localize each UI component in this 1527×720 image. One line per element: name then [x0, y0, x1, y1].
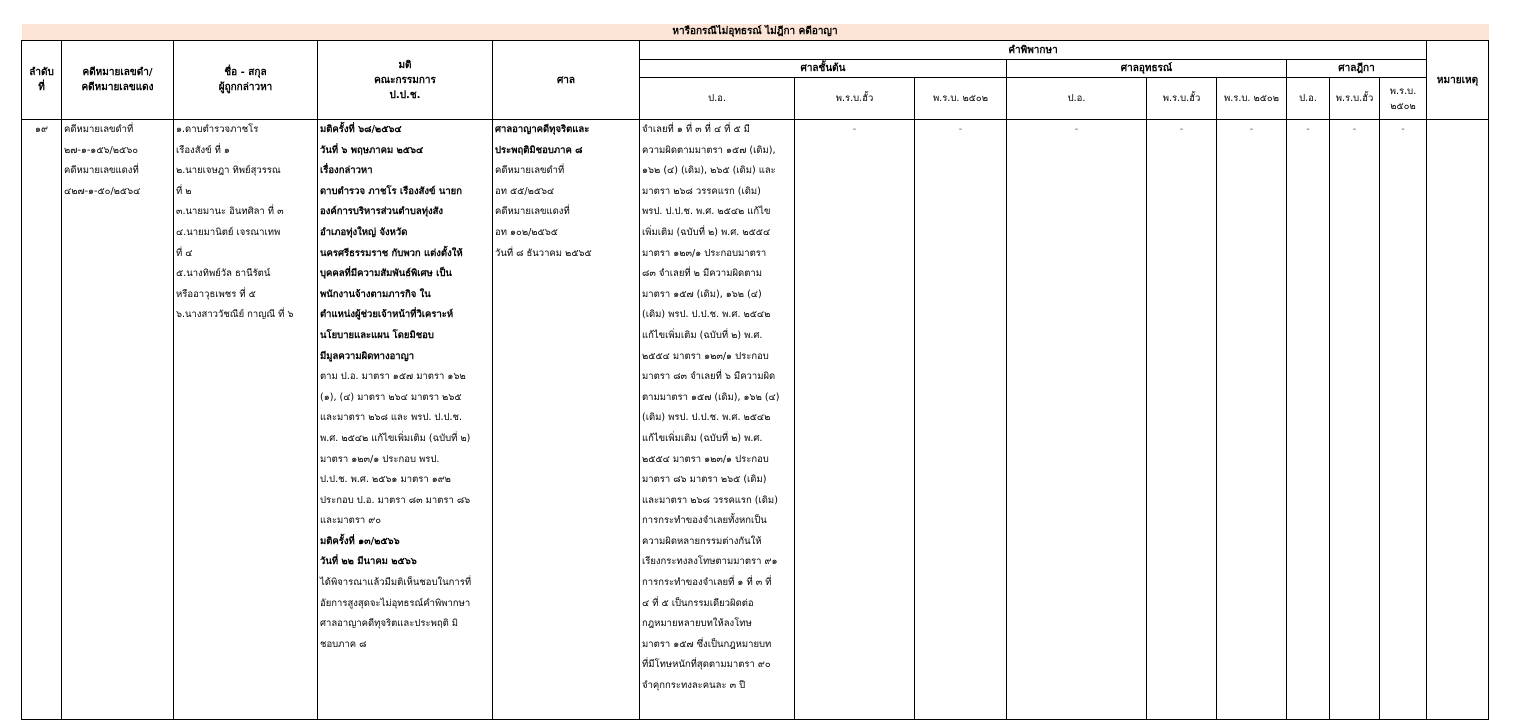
header-court: ศาล: [493, 41, 640, 120]
header-first-act2: พ.ร.บ. ๒๕๐๒: [915, 78, 1007, 120]
first-court-judgment-line: มาตรา ๑๕๗ (เดิม), ๑๖๒ (๔): [642, 288, 762, 300]
table-row: [22, 120, 1489, 720]
resolution-line: และมาตรา ๙๐: [320, 515, 382, 527]
row-appeal-penal: -: [1007, 120, 1147, 720]
header-names: [174, 41, 318, 120]
first-court-judgment-line: ๘๓ จำเลยที่ ๒ มีความผิดตาม: [642, 268, 762, 280]
header-supreme-act2-line1: พ.ร.บ.: [1389, 85, 1417, 97]
first-court-judgment-line: กฎหมายหลายบทให้ลงโทษ: [642, 618, 752, 630]
accused-name-line: ๖.นางสาววัชณีย์ กาญณี ที่ ๖: [176, 309, 294, 321]
accused-name-line: ๔.นายมานิตย์ เจรณาเทพ: [176, 226, 281, 238]
resolution-line: พนักงานจ้างตามภารกิจ ใน: [320, 288, 431, 300]
court-line: คดีหมายเลขแดงที่: [495, 206, 570, 218]
row-first-court-penal: [640, 120, 795, 720]
resolution-line: ตำแหน่งผู้ช่วยเจ้าหน้าที่วิเคราะห์: [320, 309, 454, 321]
row-names: [174, 120, 318, 720]
resolution-line: วันที่ ๒๒ มีนาคม ๒๕๖๖: [320, 556, 417, 568]
row-remark: [1427, 120, 1489, 720]
header-first-act1: พ.ร.บ.ฮั้ว: [795, 78, 915, 120]
case-table: [21, 24, 1489, 720]
resolution-line: มติครั้งที่ ๑๓/๒๕๖๖: [320, 535, 400, 547]
first-court-judgment-line: จำคุกกระทงละคนละ ๓ ปี: [642, 680, 746, 692]
resolution-line: อัยการสูงสุดจะไม่อุทธรณ์คำพิพากษา: [320, 597, 471, 609]
header-appeal-act2: พ.ร.บ. ๒๕๐๒: [1217, 78, 1287, 120]
row-supreme-act2: -: [1380, 120, 1427, 720]
first-court-judgment-line: ๒๕๕๔ มาตรา ๑๒๓/๑ ประกอบ: [642, 453, 769, 465]
resolution-line: นครศรีธรรมราช กับพวก แต่งตั้งให้: [320, 247, 463, 259]
first-court-judgment-line: ๒๕๕๔ มาตรา ๑๒๓/๑ ประกอบ: [642, 350, 769, 362]
row-no: ๑๙: [22, 120, 62, 720]
resolution-line: นโยบายและแผน โดยมิชอบ: [320, 329, 434, 341]
header-resolution-line1: มติ: [398, 59, 412, 71]
resolution-line: (๑), (๔) มาตรา ๒๖๔ มาตรา ๒๖๕: [320, 391, 462, 403]
resolution-line: พ.ศ. ๒๕๔๒ แก้ไขเพิ่มเติม (ฉบับที่ ๒): [320, 432, 471, 444]
first-court-judgment-line: และมาตรา ๒๖๘ วรรคแรก (เดิม): [642, 494, 778, 506]
header-no-line1: ลำดับ: [29, 67, 54, 78]
header-row-1: [22, 41, 1489, 60]
header-supreme-penal: ป.อ.: [1287, 78, 1330, 120]
first-court-judgment-line: เรียงกระทงลงโทษตามมาตรา ๙๑: [642, 556, 778, 568]
first-court-judgment-line: พรป. ป.ป.ช. พ.ศ. ๒๕๔๒ แก้ไข: [642, 206, 771, 218]
row-supreme-penal: -: [1287, 120, 1330, 720]
first-court-judgment-line: (เดิม) พรป. ป.ป.ช. พ.ศ. ๒๕๔๒: [642, 309, 771, 321]
resolution-line: ประกอบ ป.อ. มาตรา ๘๓ มาตรา ๘๖: [320, 494, 471, 506]
court-line: วันที่ ๘ ธันวาคม ๒๕๖๕: [495, 247, 592, 259]
case-no-line: คดีหมายเลขดำที่: [64, 124, 134, 135]
header-supreme-act2: [1380, 78, 1427, 120]
resolution-line: อำเภอทุ่งใหญ่ จังหวัด: [320, 226, 408, 238]
resolution-line: ศาลอาญาคดีทุจริตและประพฤติ มิ: [320, 618, 459, 630]
first-court-judgment-line: (เดิม) พรป. ป.ป.ช. พ.ศ. ๒๕๔๒: [642, 412, 771, 424]
header-names-line1: ชื่อ - สกุล: [224, 67, 267, 78]
resolution-line: ดาบตำรวจ ภาชโร เรืองสังข์ นายก: [320, 185, 462, 197]
first-court-judgment-line: การกระทำของจำเลยทั้งหกเป็น: [642, 515, 767, 527]
header-case-no-line1: คดีหมายเลขดำ/: [82, 67, 153, 78]
banner-row: [22, 24, 1489, 41]
header-supreme-act2-line2: ๒๕๐๒: [1390, 100, 1416, 112]
court-line: อท ๑๐๒/๒๕๖๕: [495, 226, 558, 238]
row-court: [493, 120, 640, 720]
accused-name-line: ที่ ๒: [176, 185, 192, 197]
row-first-court-act2: -: [915, 120, 1007, 720]
header-judgment: คำพิพากษา: [640, 41, 1427, 60]
header-appeal-penal: ป.อ.: [1007, 78, 1147, 120]
header-appeal-court: ศาลอุทธรณ์: [1007, 60, 1287, 78]
resolution-line: มาตรา ๑๒๓/๑ ประกอบ พรป.: [320, 453, 440, 465]
first-court-judgment-line: มาตรา ๑๒๓/๑ ประกอบมาตรา: [642, 247, 767, 259]
header-first-court: ศาลชั้นต้น: [640, 60, 1007, 78]
resolution-line: มีมูลความผิดทางอาญา: [320, 350, 415, 362]
resolution-line: บุคคลที่มีความสัมพันธ์พิเศษ เป็น: [320, 268, 452, 280]
accused-name-line: หรืออาวุธเพชร ที่ ๕: [176, 288, 256, 300]
header-supreme-court: ศาลฎีกา: [1287, 60, 1427, 78]
row-resolution: [318, 120, 493, 720]
row-appeal-act2: -: [1217, 120, 1287, 720]
first-court-judgment-line: การกระทำของจำเลยที่ ๑ ที่ ๓ ที่: [642, 577, 772, 589]
case-no-line: ๔๒๗-๑-๕๐/๒๕๖๔: [64, 185, 141, 197]
header-resolution: [318, 41, 493, 120]
header-first-penal: ป.อ.: [640, 78, 795, 120]
first-court-judgment-line: มาตรา ๒๖๘ วรรคแรก (เดิม): [642, 185, 761, 197]
first-court-judgment-line: แก้ไขเพิ่มเติม (ฉบับที่ ๒) พ.ศ.: [642, 432, 763, 444]
header-no-line2: ที่: [38, 82, 45, 93]
resolution-line: วันที่ ๖ พฤษภาคม ๒๕๖๔: [320, 144, 424, 156]
resolution-line: ป.ป.ช. พ.ศ. ๒๕๖๑ มาตรา ๑๙๒: [320, 474, 451, 486]
header-case-no: [62, 41, 174, 120]
accused-name-line: ๒.นายเจษฎา ทิพย์สุวรรณ: [176, 165, 281, 177]
accused-name-line: ๑.ดาบตำรวจภาชโร: [176, 124, 259, 135]
accused-name-line: เรืองสังข์ ที่ ๑: [176, 144, 230, 156]
row-appeal-act1: -: [1147, 120, 1217, 720]
accused-name-line: ๕.นางทิพย์วัล ธานีรัตน์: [176, 268, 271, 280]
accused-name-line: ๓.นายมานะ อินทศิลา ที่ ๓: [176, 206, 284, 218]
resolution-line: องค์การบริหารส่วนตำบลทุ่งสัง: [320, 206, 444, 218]
case-no-line: คดีหมายเลขแดงที่: [64, 165, 139, 177]
header-resolution-line2: คณะกรรมการ: [374, 74, 436, 86]
court-line: คดีหมายเลขดำที่: [495, 165, 565, 177]
court-line: อท ๕๕/๒๕๖๔: [495, 185, 555, 197]
header-no: [22, 41, 62, 120]
first-court-judgment-line: มาตรา ๑๕๗ ซึ่งเป็นกฎหมายบท: [642, 638, 772, 650]
row-first-court-act1: -: [795, 120, 915, 720]
header-appeal-act1: พ.ร.บ.ฮั้ว: [1147, 78, 1217, 120]
header-remark: หมายเหตุ: [1427, 41, 1489, 120]
first-court-judgment-line: มาตรา ๘๖ มาตรา ๒๖๕ (เดิม): [642, 474, 767, 486]
resolution-line: และมาตรา ๒๖๘ และ พรป. ป.ป.ช.: [320, 412, 462, 424]
resolution-line: ได้พิจารณาแล้วมีมติเห็นชอบในการที่: [320, 577, 472, 589]
row-supreme-act1: -: [1330, 120, 1380, 720]
header-case-no-line2: คดีหมายเลขแดง: [81, 82, 154, 93]
first-court-judgment-line: ตามมาตรา ๑๕๗ (เดิม), ๑๖๒ (๔): [642, 391, 780, 403]
first-court-judgment-line: ความผิดตามมาตรา ๑๕๗ (เดิม),: [642, 144, 776, 156]
first-court-judgment-line: เพิ่มเติม (ฉบับที่ ๒) พ.ศ. ๒๕๕๔: [642, 226, 771, 238]
table-banner: หารือกรณีไม่อุทธรณ์ ไม่ฎีกา คดีอาญา: [22, 24, 1489, 41]
court-line: ศาลอาญาคดีทุจริตและ: [495, 124, 590, 135]
first-court-judgment-line: ที่มีโทษหนักที่สุดตามมาตรา ๙๐: [642, 659, 771, 671]
case-no-line: ๒๗-๑-๑๕๖/๒๕๖๐: [64, 144, 139, 156]
header-resolution-line3: ป.ป.ช.: [389, 89, 421, 101]
header-names-line2: ผู้ถูกกล่าวหา: [218, 82, 273, 93]
court-line: ประพฤติมิชอบภาค ๘: [495, 144, 583, 156]
header-supreme-act1: พ.ร.บ.ฮั้ว: [1330, 78, 1380, 120]
first-court-judgment-line: ๑๖๒ (๔) (เดิม), ๒๖๕ (เดิม) และ: [642, 165, 776, 177]
resolution-line: ตาม ป.อ. มาตรา ๑๕๗ มาตรา ๑๖๒: [320, 371, 466, 383]
first-court-judgment-line: แก้ไขเพิ่มเติม (ฉบับที่ ๒) พ.ศ.: [642, 329, 763, 341]
first-court-judgment-line: ความผิดหลายกรรมต่างกันให้: [642, 535, 762, 547]
resolution-line: มติครั้งที่ ๖๘/๒๕๖๔: [320, 124, 402, 135]
accused-name-line: ที่ ๔: [176, 247, 193, 259]
resolution-line: เรื่องกล่าวหา: [320, 165, 373, 177]
first-court-judgment-line: จำเลยที่ ๑ ที่ ๓ ที่ ๔ ที่ ๕ มี: [642, 124, 750, 135]
resolution-line: ชอบภาค ๘: [320, 638, 367, 650]
first-court-judgment-line: มาตรา ๘๓ จำเลยที่ ๖ มีความผิด: [642, 371, 776, 383]
row-case-no: [62, 120, 174, 720]
first-court-judgment-line: ๔ ที่ ๕ เป็นกรรมเดียวผิดต่อ: [642, 597, 754, 609]
